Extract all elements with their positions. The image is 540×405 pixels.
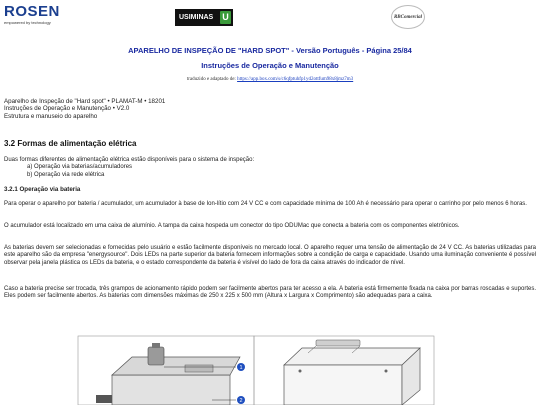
usiminas-mark: U (220, 11, 231, 24)
callout-2-label: 2 (239, 398, 243, 405)
rosen-tagline: empowered by technology (4, 20, 51, 25)
section-intro (4, 157, 254, 179)
page-title: APARELHO DE INSPEÇÃO DE "HARD SPOT" - Versão Português - Página 25/84 (128, 46, 412, 55)
callout-1-label: 1 (239, 365, 243, 372)
page-subtitle: Instruções de Operação e Manutenção (201, 61, 339, 70)
meta-line-3: Estrutura e manuseio do aparelho (4, 112, 98, 120)
paragraph-4: Caso a bateria precise ser trocada, três grampos de acionamento rápido podem ser facilmente abertos para ter acesso a ela. A bateria está firmemente fixada na caixa por barras roscadas e suportes. Eles podem ser facilmente abertos. As baterias com dimensões máximas de 250 x 225 x 500 mm (Altura x Largura x Comprimento) são adequadas para a caixa. (4, 286, 536, 300)
rbcomercial-logo (391, 5, 425, 29)
battery-box-figure (0, 335, 540, 405)
paragraph-1: Para operar o aparelho por bateria / acumulador, um acumulador à base de Ion-lítio com 24 V CC e com capacidade mínima de 100 Ah é necessário para operar o carrinho por pelo menos 6 horas. (4, 201, 527, 207)
usiminas-wordmark: USIMINAS (179, 14, 214, 21)
document-meta (4, 98, 165, 120)
paragraph-2: O acumulador está localizado em uma caixa de alumínio. A tampa da caixa hospeda um conector do tipo ODUMac que conecta a bateria com os componentes eletrônicos. (4, 223, 460, 229)
subsection-heading: 3.2.1 Operação via bateria (4, 186, 81, 193)
meta-line-2: Instruções de Operação e Manutenção • V2.0 (4, 105, 130, 113)
rosen-logo (4, 4, 76, 25)
section-heading: 3.2 Formas de alimentação elétrica (4, 139, 137, 148)
rosen-wordmark: ROSEN (4, 3, 60, 20)
battery-box-illustration-right (254, 336, 434, 405)
paragraph-3: As baterias devem ser selecionadas e fornecidas pelo usuário e estão facilmente disponíveis no mercado local. O aparelho requer uma tensão de alimentação de 24 V CC. As baterias utilizadas para este aparelho são da empresa "energysource". Dois LEDs na parte superior da bateria fornecem informações sobre a condição de carga e capacidade. Usando uma iluminação conveniente é possível observar pela janela plástica os LEDs da bateria, e o estado correspondente da bateria é visível do lado de fora da caixa através do indicador de nível. (4, 245, 536, 266)
battery-box-illustration-left (78, 336, 254, 405)
rbcomercial-wordmark: RBComercial (393, 15, 423, 20)
power-option-a: a) Operação via baterias/acumuladores (27, 164, 133, 171)
usiminas-logo (175, 9, 233, 26)
translation-source (0, 77, 540, 82)
callout-1 (237, 363, 245, 371)
translation-label: traduzido e adaptado de: (186, 77, 236, 82)
meta-line-1: Aparelho de Inspeção de "Hard spot" • PLAMAT-M • 18201 (4, 98, 166, 105)
intro-text: Duas formas diferentes de alimentação elétrica estão disponíveis para o sistema de inspeção: (4, 157, 255, 163)
translation-source-link[interactable]: https://app.box.com/s/c6qfptuhfp1yd2ottfum98x8jmz7m3 (237, 77, 354, 82)
power-option-b: b) Operação via rede elétrica (27, 171, 105, 178)
callout-2 (237, 396, 245, 404)
